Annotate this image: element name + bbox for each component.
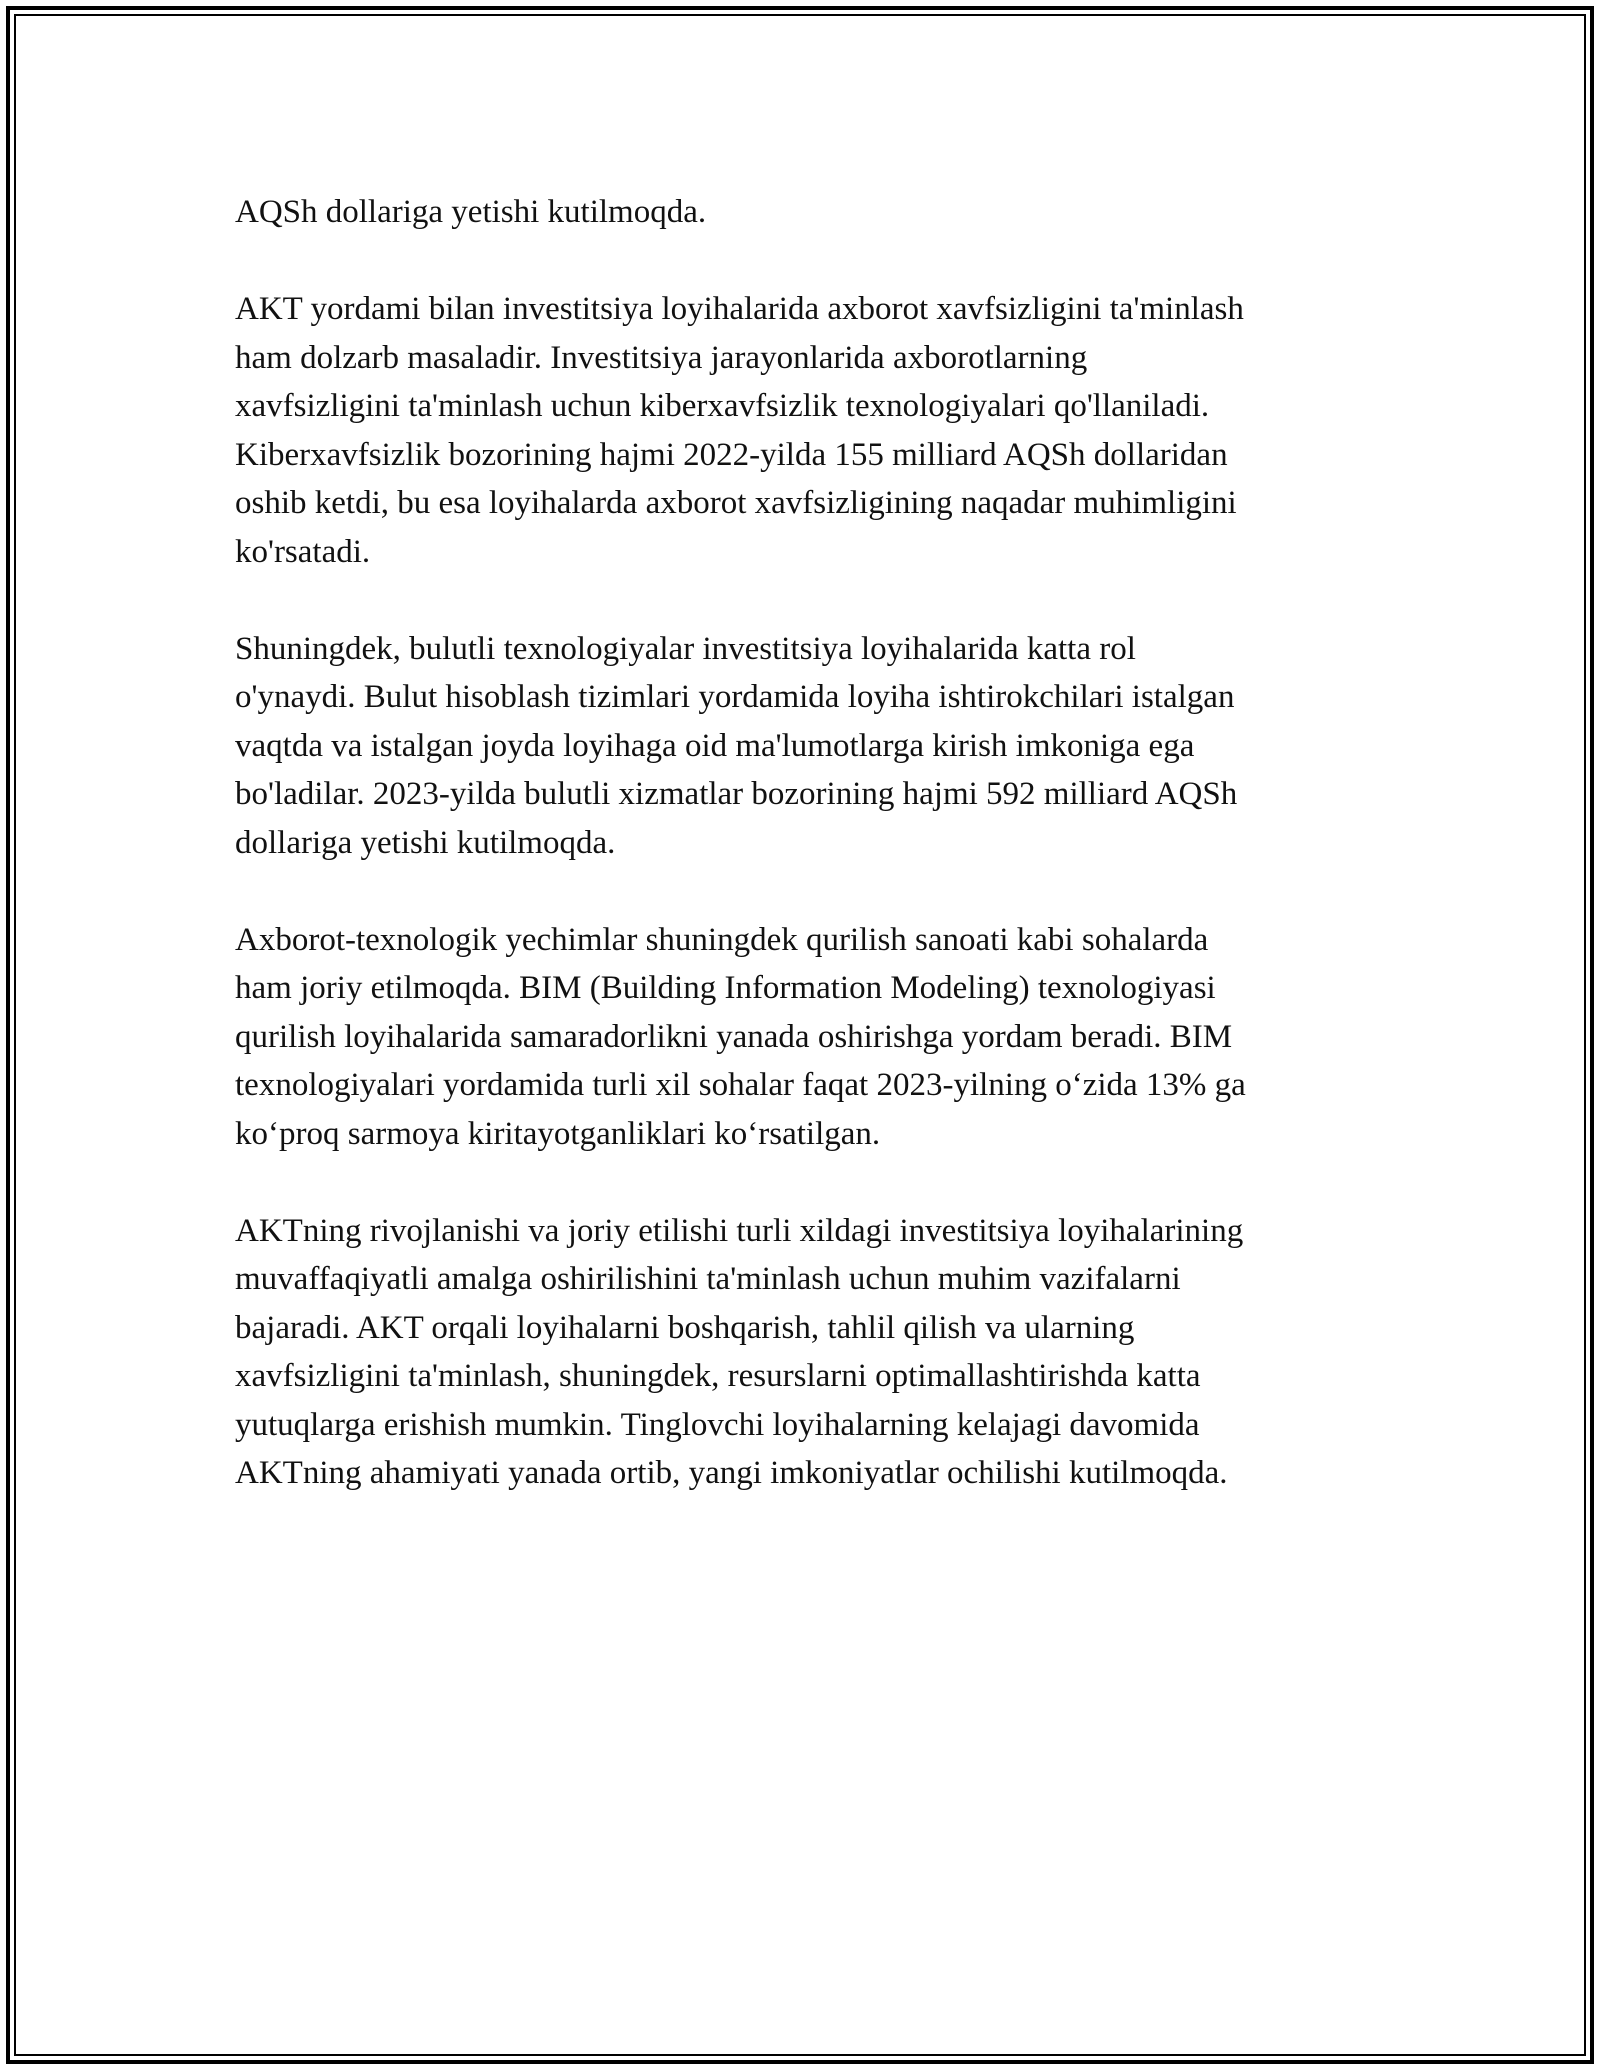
paragraph-bim-construction: Axborot-texnologik yechimlar shuningdek qurilish sanoati kabi sohalarda ham joriy etilmoqda. BIM (Building Information Modeling) texnologiyasi qurilish loyihalarida samaradorlikni yanada oshirishga yordam beradi. BIM texnologiyalari yordamida turli xil sohalar faqat 2023-yilning oʻzida 13% ga koʻproq sarmoya kiritayotganliklari koʻrsatilgan.	[235, 921, 1246, 1152]
document-body	[235, 188, 1365, 1546]
paragraph-conclusion: AKTning rivojlanishi va joriy etilishi turli xildagi investitsiya loyihalarining muvaffaqiyatli amalga oshirilishini ta'minlash uchun muhim vazifalarni bajaradi. AKT orqali loyihalarni boshqarish, tahlil qilish va ularning xavfsizligini ta'minlash, shuningdek, resurslarni optimallashtirishda katta yutuqlarga erishish mumkin. Tinglovchi loyihalarning kelajagi davomida AKTning ahamiyati yanada ortib, yangi imkoniyatlar ochilishi kutilmoqda.	[235, 1212, 1244, 1491]
paragraph-continuation: AQSh dollariga yetishi kutilmoqda.	[235, 194, 707, 230]
paragraph-cybersecurity: AKT yordami bilan investitsiya loyihalarida axborot xavfsizligini ta'minlash ham dolzarb masaladir. Investitsiya jarayonlarida axborotlarning xavfsizligini ta'minlash uchun kiberxavfsizlik texnologiyalari qo'llaniladi. Kiberxavfsizlik bozorining hajmi 2022-yilda 155 milliard AQSh dollaridan oshib ketdi, bu esa loyihalarda axborot xavfsizligining naqadar muhimligini ko'rsatadi.	[235, 291, 1244, 570]
paragraph-cloud-technologies: Shuningdek, bulutli texnologiyalar investitsiya loyihalarida katta rol o'ynaydi. Bulut hisoblash tizimlari yordamida loyiha ishtirokchilari istalgan vaqtda va istalgan joyda loyihaga oid ma'lumotlarga kirish imkoniga ega bo'ladilar. 2023-yilda bulutli xizmatlar bozorining hajmi 592 milliard AQSh dollariga yetishi kutilmoqda.	[235, 630, 1238, 861]
